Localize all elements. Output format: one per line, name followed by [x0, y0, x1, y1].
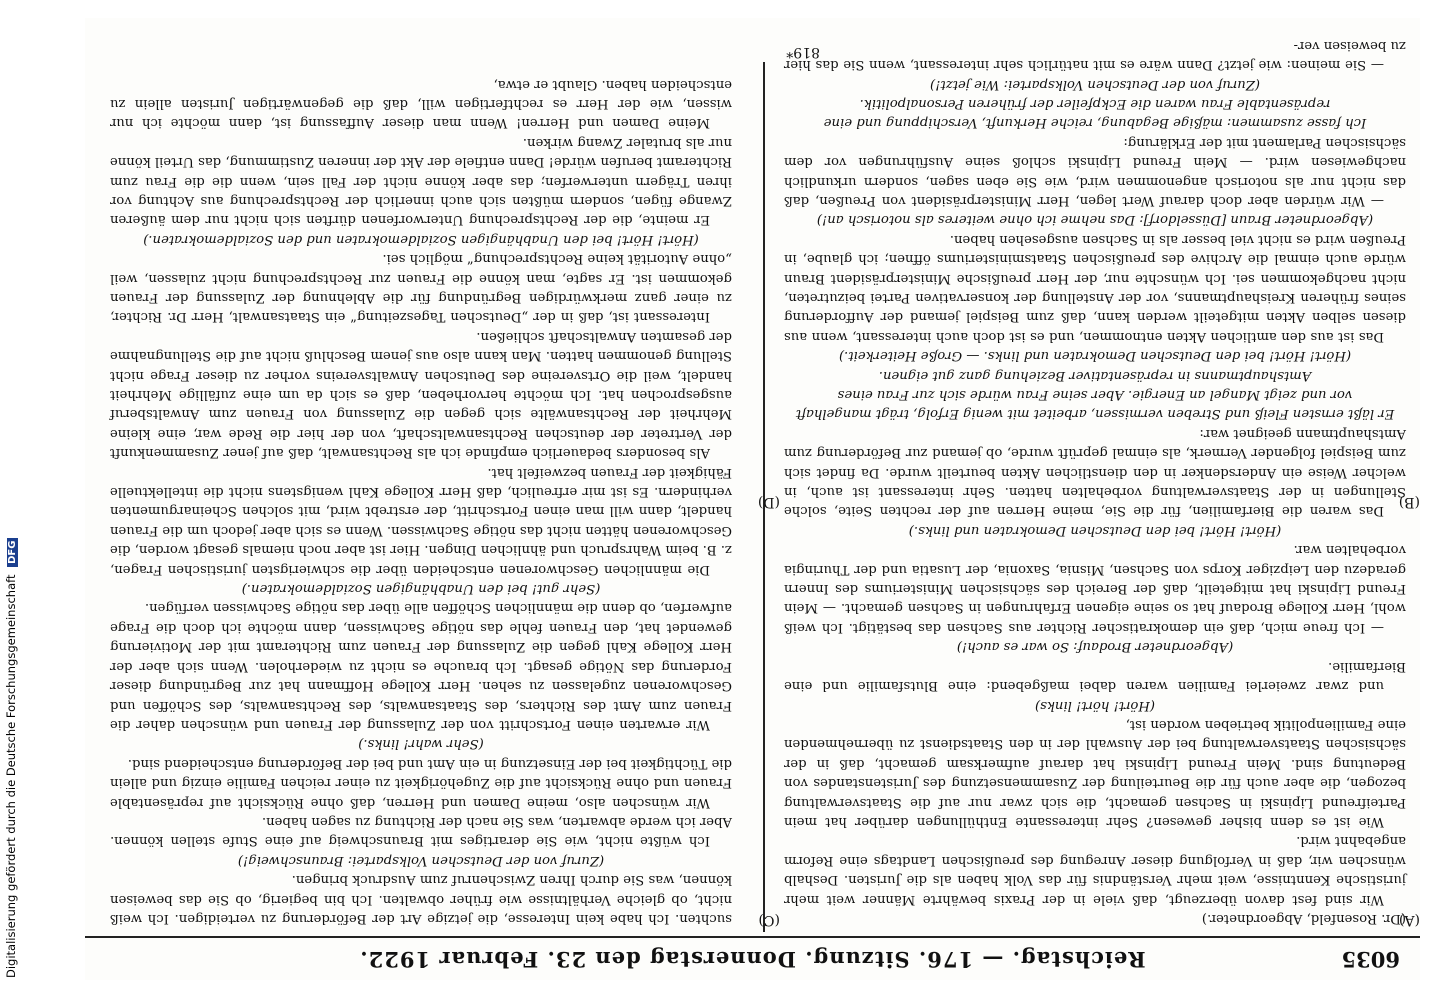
- paragraph: Als besonders bedauerlich empfinde ich als Rechtsanwalt, daß auf jener Zusammenkunft der Vertreter der deutschen Rechtsanwaltschaft, von der hier die Rede war, eine kleine Mehrheit der Rechtsanwälte sich gegen die Zulassung von Frauen zum Anwaltsberuf ausgesprochen hat. Ich möchte hervorheben, daß es sich da um eine zufällige Mehrheit handelt, weil die Ortsvereine des Deutschen Anwaltsvereins vorher zu dieser Frage nicht Stellung genommen hatten. Man kann also aus jenem Beschluß nicht auf die Stellungnahme der gesamten Anwaltschaft schließen.: [110, 328, 732, 461]
- paragraph: — Ich freue mich, daß ein demokratischer Richter aus Sachsen das bestätigt. Ich weiß wohl, Herr Kollege Brodauf hat so seine eigenen Erfahrungen in Sachsen gemacht. — Mein Freund Lipinski hat mitgeteilt, daß der Bereich des sächsischen Ministeriums des Innern geradezu den Leipziger Korps von Sachsen, Misnia, Saxonia, der Lusatia und der Thuringia vorbehalten war.: [784, 542, 1406, 635]
- margin-mark-c: (C): [758, 912, 780, 928]
- page-header: [85, 936, 1420, 980]
- paragraph: Das waren die Bierfamilien, für die Sie, meine Herren auf der rechten Seite, solche Stellungen in der Staatsverwaltung vorbehalten hatten. Sehr interessant ist auch, in welcher Weise ein Andersdenker in den dienstlichen Akten beurteilt wurde. Da findet sich zum Beispiel folgender Vermerk, als einmal geprüft wurde, ob jemand zur Beförderung zum Amtshauptmann geeignet war:: [784, 425, 1406, 519]
- paragraph: Er meinte, die der Rechtsprechung Unterworfenen dürften sich nicht nur dem äußeren Zwange fügen, sondern müßten sich auch innerlich der Rechtsprechung aus Achtung vor ihren Trägern unterwerfen; das aber könne nicht der Fall sein, wenn die die Frau zum Richteramt berufen würde! Dann entfiele der Akt der inneren Zustimmung, das Urteil könne nur als brutaler Zwang wirken.: [110, 134, 732, 228]
- paragraph: Wir wünschen also, meine Damen und Herren, daß ohne Rücksicht auf repräsentable Frauen und ohne Rücksicht auf die Zugehörigkeit zu einer reichen Familie einzig und allein die Tüchtigkeit bei der Einsetzung in ein Amt und bei der Beförderung entscheidend sind.: [110, 755, 732, 810]
- interjection: (Sehr wahr! links.): [358, 736, 484, 752]
- right-column: [110, 68, 732, 928]
- paragraph: Wir sind fest davon überzeugt, daß viele in der Praxis bewährte Männer weit mehr juristische Kenntnisse, weit mehr Verständnis für das Volk haben als die Juristen. Deshalb wünschen wir, daß in Verfolgung dieser Anregung des preußischen Landtags eine Reform angebahnt wird.: [784, 833, 1406, 907]
- interjection: (Zuruf von der Deutschen Volkspartei: Wie jetzt!): [930, 76, 1261, 92]
- paragraph: Wie ist es denn bisher gewesen? Sehr interessante Enthüllungen darüber hat mein Parteifreund Lipinski in Sachsen gemacht, die sich zwar nur auf die Staatsverwaltung bezogen, die aber auch für die Beurteilung der Zusammensetzung des Juristenstandes von Bedeutung sind. Mein Freund Lipinski hat darauf aufmerksam gemacht, daß in der sächsischen Staatsverwaltung bei der Auswahl der in den Staatsdienst zu übernehmenden eine Familienpolitik betrieben worden ist,: [784, 716, 1406, 829]
- paragraph: Die männlichen Geschworenen entscheiden über die schwierigsten juristischen Fragen, z. B. beim Wahrspruch und ähnlichen Dingen. Hier ist aber noch niemals gesagt worden, die Geschworenen hätten nicht das nötige Sachwissen. Wenn es sich aber jedoch um die Frauen handelt, dann will man einen Fortschritt, der erstrebt wird, mit solchen Scheinargumenten verhindern. Es ist mir erfreulich, daß Herr Kollege Kahl wenigstens nicht die intellektuelle Fähigkeit der Frauen bezweifelt hat.: [110, 464, 732, 577]
- margin-mark-d: (D): [757, 494, 780, 510]
- digitization-note: [2, 0, 22, 1000]
- paragraph: Das ist aus den amtlichen Akten entnommen, und es ist doch auch interessant, wenn aus diesen selben Akten mitgeteilt werden kann, daß zum Beispiel jemand der Aufforderung seines früheren Kreishauptmanns, vor der Anstellung der konservativen Partei beizutreten, nicht nachgekommen sei. Ich wünschte nur, der Herr preußische Ministerpräsident Braun würde auch einmal die Archive des preußischen Staatsministeriums öffnen; ich glaube, in Preußen wird es nicht viel besser als in Sachsen ausgesehen haben.: [784, 231, 1406, 344]
- paragraph: Ich wüßte nicht, wie Sie derartiges mit Braunschweig auf eine Stufe stellen können. Aber ich werde abwarten, was Sie nach der Richtung zu sagen haben.: [110, 813, 732, 849]
- interjection: (Hört! Hört! bei den Unabhängigen Sozialdemokraten und den Sozialdemokraten.): [143, 231, 699, 247]
- interjection: Ich fasse zusammen: mäßige Begabung, reiche Herkunft, Verschippung und eine repräsentable Frau waren die Eckpfeiler der früheren Personalpolitik.: [823, 95, 1367, 131]
- dfg-logo: DFG: [7, 538, 18, 567]
- paragraph: Meine Damen und Herren! Wenn man dieser Auffassung ist, dann möchte ich nur wissen, wie der Herr es rechtfertigen will, daß die gegenwärtigen Juristen allein zu entscheiden haben. Glaubt er etwa,: [110, 76, 732, 131]
- interjection: (Zuruf von der Deutschen Volkspartei: Braunschweig!): [237, 852, 605, 868]
- header-title: Reichstag. — 176. Sitzung. Donnerstag den 23. Februar 1922.: [359, 947, 1146, 972]
- paragraph: und zwar zweierlei Familien waren dabei maßgebend: eine Blutsfamilie und eine Bierfamilie.: [784, 658, 1406, 694]
- paragraph: Wir erwarten einen Fortschritt von der Zulassung der Frauen und wünschen daher die Frauen zum Amt des Richters, des Staatsanwalts, des Rechtsanwalts, des Schöffen und Geschworenen zugelassen zu sehen. Herr Kollege Hoffmann hat zur Begründung dieser Forderung das Nötige gesagt. Ich brauche es nicht zu wiederholen. Wenn sich aber der Herr Kollege Kahl gegen die Zulassung der Frauen zum Richteramt mit der Motivierung gewendet hat, den Frauen fehle das nötige Sachwissen, dann möchte ich doch die Frage aufwerfen, ob denn die männlichen Schöffen alle über das nötige Sachwissen verfügen.: [110, 600, 732, 732]
- paragraph: — Wir würden aber doch darauf Wert legen, Herr Ministerpräsident von Preußen, daß das nicht nur als notorisch angenommen wird, wie Sie eben sagen, sondern urkundlich nachgewiesen wird. — Mein Freund Lipinski schloß seine Ausführungen vor dem sächsischen Parlament mit der Erklärung:: [784, 134, 1406, 208]
- interjection: Er läßt ernsten Fleiß und Streben vermissen, arbeitet mit wenig Erfolg, trägt mangelhaft vor und zeigt Mangel an Energie. Aber seine Frau würde sich zur Frau eines Amtshauptmanns in repräsentativer Beziehung ganz gut eignen.: [795, 367, 1395, 422]
- paragraph: (Dr. Rosenfeld, Abgeordneter.): [1201, 911, 1406, 926]
- document-page: [85, 18, 1420, 980]
- paragraph: — Sie meinen: wie jetzt? Dann wäre es mit natürlich sehr interessant, wenn Sie das hier zu beweisen ver-: [784, 37, 1406, 73]
- interjection: (Hört! Hört! bei den Deutschen Demokraten und links. — Große Heiterkeit.): [838, 348, 1352, 364]
- paragraph: suchten. Ich habe kein Interesse, die jetzige Art der Beförderung zu verteidigen. Ich weiß nicht, ob gleiche Verhältnisse wie früher obwalten. Ich bin begierig, ob Sie das beweisen können, was Sie durch Ihren Zwischenruf zum Ausdruck bringen.: [110, 872, 732, 926]
- interjection: (Hört! Hört! bei den Deutschen Demokraten und links.): [908, 522, 1282, 538]
- margin-mark-a: (A): [1398, 912, 1420, 928]
- interjection: (Abgeordneter Braun [Düsseldorf]: Das nehme ich ohne weiteres als notorisch an!): [816, 212, 1374, 228]
- sheet-signature: 819*: [786, 44, 820, 60]
- page-number: 6035: [1341, 947, 1400, 972]
- margin-mark-b: (B): [1398, 494, 1420, 510]
- interjection: (Hört! hört! links): [1034, 697, 1156, 713]
- interjection: (Abgeordneter Brodauf: So war es auch!): [956, 639, 1234, 655]
- interjection: (Sehr gut! bei den Unabhängigen Sozialdemokraten.): [241, 581, 601, 597]
- digitization-text: Digitalisierung gefördert durch die Deutsche Forschungsgemeinschaft: [4, 574, 18, 978]
- paragraph: Interessant ist, daß in der „Deutschen Tageszeitung“ ein Staatsanwalt, Herr Dr. Richter, zu einer ganz merkwürdigen Begründung für die Ablehnung der Zulassung der Frauen gekommen ist. Er sagte, man könne die Frauen zur Rechtsprechung nicht zulassen, weil „ohne Autorität keine Rechtsprechung“ möglich sei.: [110, 251, 732, 325]
